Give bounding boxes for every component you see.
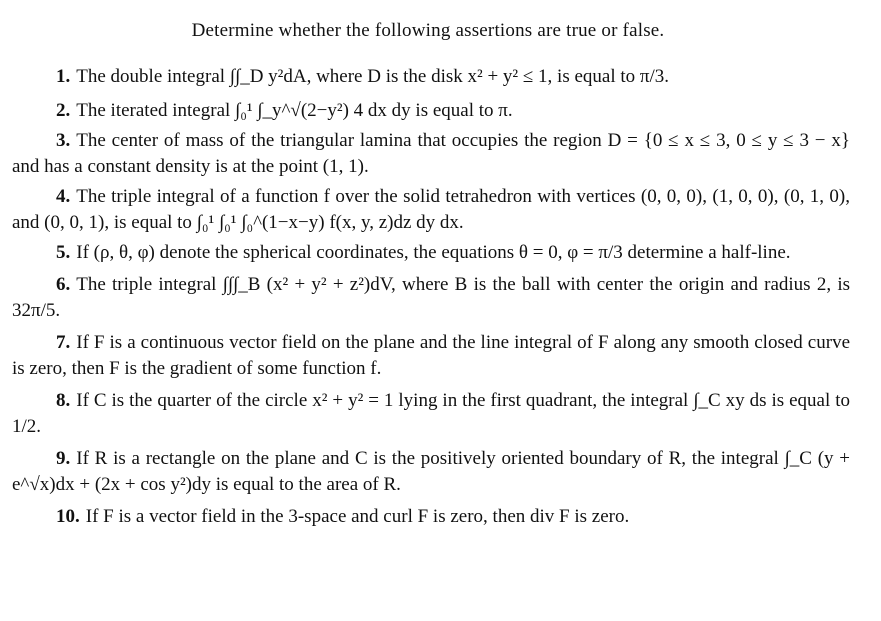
assertion-item [12,272,850,324]
assertion-item [12,64,850,90]
assertion-item [12,330,850,382]
assertion-text: The double integral ∫∫_D y²dA, where D is the disk x² + y² ≤ 1, is equal to π/3. [76,66,670,87]
assertion-item [12,128,850,180]
assertion-number: 8. [56,390,71,411]
assertion-number: 2. [56,100,71,121]
page-title: Determine whether the following assertions are true or false. [191,20,665,41]
assertion-text: The triple integral ∫∫∫_B (x² + y² + z²)dV, where B is the ball with center the origin and radius 2, is 32π/5. [12,274,850,321]
assertion-text: The iterated integral ∫₀¹ ∫_y^√(2−y²) 4 dx dy is equal to π. [76,100,513,121]
assertion-list [12,64,850,530]
assertion-item [12,98,850,124]
assertion-text: The triple integral of a function f over the solid tetrahedron with vertices (0, 0, 0), (1, 0, 0), (0, 1, 0), and (0, 0, 1), is equal to ∫₀¹ ∫₀¹ ∫₀^(1−x−y) f(x, y, z)dz dy dx. [12,186,850,233]
assertion-item [12,184,850,236]
assertion-number: 5. [56,242,71,263]
assertion-item [12,504,850,530]
assertion-text: If R is a rectangle on the plane and C is the positively oriented boundary of R, the integral ∫_C (y + e^√x)dx + (2x + cos y²)dy is equal to the area of R. [12,448,850,495]
assertion-text: The center of mass of the triangular lamina that occupies the region D = {0 ≤ x ≤ 3, 0 ≤ y ≤ 3 − x} and has a constant density is at the point (1, 1). [12,130,850,177]
assertion-text: If F is a continuous vector field on the plane and the line integral of F along any smooth closed curve is zero, then F is the gradient of some function f. [12,332,850,379]
assertion-number: 1. [56,66,71,87]
assertion-item [12,446,850,498]
assertion-number: 7. [56,332,71,353]
assertion-number: 9. [56,448,71,469]
assertion-text: If F is a vector field in the 3-space and curl F is zero, then div F is zero. [85,506,630,527]
assertion-number: 4. [56,186,71,207]
assertion-number: 10. [56,506,80,527]
assertion-number: 3. [56,130,71,151]
assertion-text: If (ρ, θ, φ) denote the spherical coordinates, the equations θ = 0, φ = π/3 determine a half-line. [76,242,791,263]
assertion-number: 6. [56,274,71,295]
assertion-item [12,240,850,266]
assertion-item [12,388,850,440]
assertion-text: If C is the quarter of the circle x² + y² = 1 lying in the first quadrant, the integral ∫_C xy ds is equal to 1/2. [12,390,850,437]
